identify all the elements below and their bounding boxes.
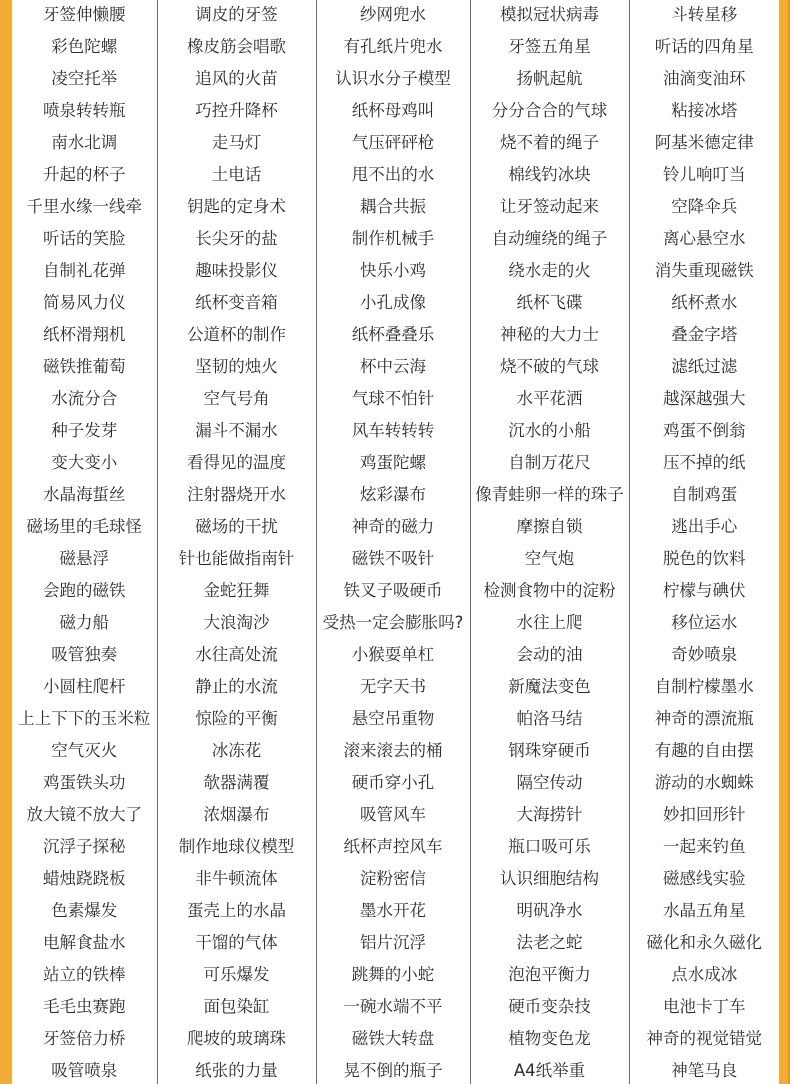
experiment-name-cell: 神奇的视觉错觉: [646, 1029, 762, 1048]
experiment-name-cell: 耦合共振: [316, 189, 470, 221]
experiment-name-cell: 牙签倍力桥: [12, 1021, 157, 1053]
experiment-name-cell: 面包染缸: [157, 989, 316, 1021]
experiment-name-cell: 放大镜不放大了: [12, 797, 157, 829]
experiment-name-cell: 追风的火苗: [157, 61, 316, 93]
table-row: [12, 669, 779, 701]
experiment-name-cell: 变大变小: [12, 445, 157, 477]
experiment-name-cell: 烧不破的气球: [470, 349, 629, 381]
experiment-name-cell: 坚韧的烛火: [157, 349, 316, 381]
experiment-name-cell: 墨水开花: [316, 893, 470, 925]
experiment-name-cell: 风车转转转: [316, 413, 470, 445]
experiment-name-cell: 惊险的平衡: [157, 701, 316, 733]
table-row: [12, 477, 779, 509]
experiment-name-cell: 钥匙的定身术: [157, 189, 316, 221]
experiment-name-cell: 神秘的大力士: [470, 317, 629, 349]
experiment-name-cell: 晃不倒的瓶子: [316, 1053, 470, 1084]
experiment-name-cell: 升起的杯子: [12, 157, 157, 189]
experiment-name-cell: 摩擦自锁: [470, 509, 629, 541]
experiment-name-cell: 一起来钓鱼: [663, 837, 746, 856]
experiment-name-cell: 喷泉转转瓶: [12, 93, 157, 125]
experiment-name-cell: 公道杯的制作: [157, 317, 316, 349]
experiment-name-cell: 长尖牙的盐: [157, 221, 316, 253]
experiment-name-cell: 针也能做指南针: [157, 541, 316, 573]
table-row: [12, 285, 779, 317]
experiment-name-cell: 隔空传动: [470, 765, 629, 797]
experiment-name-cell: 磁感线实验: [663, 869, 746, 888]
experiment-name-cell: 小孔成像: [316, 285, 470, 317]
table-row: [12, 1053, 779, 1084]
experiment-name-cell: 漏斗不漏水: [157, 413, 316, 445]
experiment-name-cell: 泡泡平衡力: [470, 957, 629, 989]
experiment-name-cell: 大海捞针: [470, 797, 629, 829]
table-row: [12, 221, 779, 253]
experiment-name-cell: 叠金字塔: [671, 325, 738, 344]
experiment-name-cell: 沉浮子探秘: [12, 829, 157, 861]
experiment-name-cell: 自制礼花弹: [12, 253, 157, 285]
experiment-name-cell: 棉线钓冰块: [470, 157, 629, 189]
experiment-name-cell: 让牙签动起来: [470, 189, 629, 221]
experiment-name-cell: 有趣的自由摆: [654, 741, 754, 760]
experiment-name-cell: 认识水分子模型: [316, 61, 470, 93]
table-row: [12, 797, 779, 829]
table-row: [12, 29, 779, 61]
table-row: [12, 573, 779, 605]
experiment-name-cell: 气球不怕针: [316, 381, 470, 413]
experiment-name-cell: 钢珠穿硬币: [470, 733, 629, 765]
experiment-name-cell: 绕水走的火: [470, 253, 629, 285]
table-row: [12, 989, 779, 1021]
experiment-name-cell: 牙签伸懒腰: [12, 0, 157, 29]
table-row: [12, 605, 779, 637]
experiment-name-cell: 淀粉密信: [316, 861, 470, 893]
table-row: [12, 957, 779, 989]
experiment-name-cell: 南水北调: [12, 125, 157, 157]
experiment-name-cell: 看得见的温度: [157, 445, 316, 477]
experiment-name-cell: 妙扣回形针: [663, 805, 746, 824]
experiment-name-cell: 移位运水: [671, 613, 738, 632]
table-row: [12, 93, 779, 125]
experiment-name-cell: 牙签五角星: [470, 29, 629, 61]
table-row: [12, 1021, 779, 1053]
experiment-name-cell: 巧控升降杯: [157, 93, 316, 125]
experiment-name-cell: 空降伞兵: [671, 197, 738, 216]
experiment-name-cell: 油滴变油环: [663, 69, 746, 88]
experiment-name-cell: 水流分合: [12, 381, 157, 413]
experiment-name-cell: 自制鸡蛋: [671, 485, 738, 504]
experiment-name-cell: 点水成冰: [671, 965, 738, 984]
experiment-name-cell: 快乐小鸡: [316, 253, 470, 285]
experiment-name-cell: 神奇的磁力: [316, 509, 470, 541]
experiment-name-cell: 磁场的干扰: [157, 509, 316, 541]
experiment-name-cell: 神笔马良: [671, 1061, 738, 1080]
experiment-name-cell: 奇妙喷泉: [671, 645, 738, 664]
table-row: [12, 637, 779, 669]
experiment-name-cell: 游动的水蜘蛛: [654, 773, 754, 792]
experiment-name-cell: 铃儿响叮当: [663, 165, 746, 184]
experiment-name-cell: 站立的铁棒: [12, 957, 157, 989]
experiment-name-cell: 蛋壳上的水晶: [157, 893, 316, 925]
experiment-name-cell: 自制万花尺: [470, 445, 629, 477]
table-row: [12, 253, 779, 285]
experiment-name-cell: 趣味投影仪: [157, 253, 316, 285]
experiment-name-cell: 电池卡丁车: [663, 997, 746, 1016]
experiment-name-cell: 扬帆起航: [470, 61, 629, 93]
experiment-name-cell: 制作地球仪模型: [157, 829, 316, 861]
experiment-name-cell: 新魔法变色: [470, 669, 629, 701]
experiment-name-cell: 滤纸过滤: [671, 357, 738, 376]
experiment-name-cell: 浓烟瀑布: [157, 797, 316, 829]
table-row: [12, 413, 779, 445]
experiment-name-cell: 帕洛马结: [470, 701, 629, 733]
experiment-name-cell: 水晶海蜇丝: [12, 477, 157, 509]
experiment-table: [12, 0, 779, 1084]
experiment-name-cell: 离心悬空水: [663, 229, 746, 248]
table-row: [12, 0, 779, 29]
experiment-name-cell: 硬币变杂技: [470, 989, 629, 1021]
experiment-name-cell: 毛毛虫赛跑: [12, 989, 157, 1021]
experiment-name-cell: 吸管风车: [316, 797, 470, 829]
experiment-name-cell: 滚来滚去的桶: [316, 733, 470, 765]
experiment-name-cell: 气压砰砰枪: [316, 125, 470, 157]
experiment-name-cell: 检测食物中的淀粉: [470, 573, 629, 605]
experiment-name-cell: 土电话: [157, 157, 316, 189]
experiment-name-cell: 脱色的饮料: [663, 549, 746, 568]
experiment-name-cell: 水往高处流: [157, 637, 316, 669]
table-row: [12, 125, 779, 157]
experiment-name-cell: 纸张的力量: [157, 1053, 316, 1084]
table-row: [12, 445, 779, 477]
experiment-name-cell: 法老之蛇: [470, 925, 629, 957]
experiment-name-cell: 会动的油: [470, 637, 629, 669]
experiment-name-cell: 小圆柱爬杆: [12, 669, 157, 701]
experiment-name-cell: 自制柠檬墨水: [654, 677, 754, 696]
experiment-name-cell: 悬空吊重物: [316, 701, 470, 733]
experiment-name-cell: 纸杯母鸡叫: [316, 93, 470, 125]
experiment-name-cell: 磁悬浮: [12, 541, 157, 573]
experiment-name-cell: 阿基米德定律: [654, 133, 754, 152]
table-row: [12, 925, 779, 957]
experiment-name-cell: 非牛顿流体: [157, 861, 316, 893]
experiment-name-cell: 会跑的磁铁: [12, 573, 157, 605]
table-row: [12, 157, 779, 189]
experiment-name-cell: 简易风力仪: [12, 285, 157, 317]
experiment-name-cell: 色素爆发: [12, 893, 157, 925]
experiment-name-cell: 凌空托举: [12, 61, 157, 93]
experiment-name-cell: 注射器烧开水: [157, 477, 316, 509]
experiment-name-cell: 干馏的气体: [157, 925, 316, 957]
experiment-name-cell: 逃出手心: [671, 517, 738, 536]
table-row: [12, 61, 779, 93]
experiment-name-cell: 硬币穿小孔: [316, 765, 470, 797]
table-row: [12, 349, 779, 381]
experiment-name-cell: 千里水缘一线牵: [12, 189, 157, 221]
experiment-name-cell: 橡皮筋会唱歌: [157, 29, 316, 61]
experiment-name-cell: 鸡蛋铁头功: [12, 765, 157, 797]
table-row: [12, 509, 779, 541]
experiment-name-cell: 纸杯声控风车: [316, 829, 470, 861]
experiment-name-cell: 吸管喷泉: [12, 1053, 157, 1084]
experiment-name-cell: 欹器满覆: [157, 765, 316, 797]
experiment-name-cell: 磁化和永久磁化: [646, 933, 762, 952]
table-row: [12, 381, 779, 413]
experiment-name-cell: 越深越强大: [663, 389, 746, 408]
table-row: [12, 541, 779, 573]
experiment-name-cell: 磁铁大转盘: [316, 1021, 470, 1053]
table-row: [12, 765, 779, 797]
experiment-name-cell: 磁铁推葡萄: [12, 349, 157, 381]
experiment-name-cell: 调皮的牙签: [157, 0, 316, 29]
experiment-name-cell: 磁场里的毛球怪: [12, 509, 157, 541]
experiment-name-cell: A4纸举重: [470, 1053, 629, 1084]
experiment-name-cell: 磁力船: [12, 605, 157, 637]
experiment-name-cell: 铝片沉浮: [316, 925, 470, 957]
table-row: [12, 733, 779, 765]
experiment-table-body: [12, 0, 779, 1084]
experiment-name-cell: 烧不着的绳子: [470, 125, 629, 157]
experiment-name-cell: 水晶五角星: [663, 901, 746, 920]
experiment-name-cell: 金蛇狂舞: [157, 573, 316, 605]
experiment-list-sheet: [12, 0, 779, 1084]
experiment-name-cell: 自动缠绕的绳子: [470, 221, 629, 253]
experiment-name-cell: 可乐爆发: [157, 957, 316, 989]
experiment-name-cell: 纱网兜水: [316, 0, 470, 29]
experiment-name-cell: 分分合合的气球: [470, 93, 629, 125]
experiment-name-cell: 纸杯煮水: [671, 293, 738, 312]
experiment-name-cell: 认识细胞结构: [470, 861, 629, 893]
experiment-name-cell: 彩色陀螺: [12, 29, 157, 61]
experiment-name-cell: 爬坡的玻璃珠: [157, 1021, 316, 1053]
experiment-name-cell: 纸杯变音箱: [157, 285, 316, 317]
experiment-name-cell: 消失重现磁铁: [654, 261, 754, 280]
table-row: [12, 701, 779, 733]
experiment-name-cell: 无字天书: [316, 669, 470, 701]
experiment-name-cell: 种子发芽: [12, 413, 157, 445]
experiment-name-cell: 压不掉的纸: [663, 453, 746, 472]
experiment-name-cell: 磁铁不吸针: [316, 541, 470, 573]
experiment-name-cell: 静止的水流: [157, 669, 316, 701]
experiment-name-cell: 像青蛙卵一样的珠子: [470, 477, 629, 509]
experiment-name-cell: 听话的四角星: [654, 37, 754, 56]
experiment-name-cell: 空气灭火: [12, 733, 157, 765]
experiment-name-cell: 听话的笑脸: [12, 221, 157, 253]
experiment-name-cell: 沉水的小船: [470, 413, 629, 445]
experiment-name-cell: 鸡蛋陀螺: [316, 445, 470, 477]
table-row: [12, 189, 779, 221]
experiment-name-cell: 电解食盐水: [12, 925, 157, 957]
experiment-name-cell: 模拟冠状病毒: [470, 0, 629, 29]
experiment-name-cell: 空气炮: [470, 541, 629, 573]
experiment-name-cell: 神奇的漂流瓶: [654, 709, 754, 728]
experiment-name-cell: 植物变色龙: [470, 1021, 629, 1053]
table-row: [12, 893, 779, 925]
experiment-name-cell: 粘接冰塔: [671, 101, 738, 120]
experiment-name-cell: 上上下下的玉米粒: [12, 701, 157, 733]
experiment-name-cell: 纸杯叠叠乐: [316, 317, 470, 349]
experiment-name-cell: 柠檬与碘伏: [663, 581, 746, 600]
experiment-name-cell: 鸡蛋不倒翁: [663, 421, 746, 440]
experiment-name-cell: 走马灯: [157, 125, 316, 157]
experiment-name-cell: 有孔纸片兜水: [316, 29, 470, 61]
experiment-name-cell: 甩不出的水: [316, 157, 470, 189]
experiment-name-cell: 炫彩瀑布: [316, 477, 470, 509]
table-row: [12, 317, 779, 349]
experiment-name-cell: 小猴耍单杠: [316, 637, 470, 669]
experiment-name-cell: 明矾净水: [470, 893, 629, 925]
experiment-name-cell: 纸杯滑翔机: [12, 317, 157, 349]
table-row: [12, 829, 779, 861]
experiment-name-cell: 大浪淘沙: [157, 605, 316, 637]
experiment-name-cell: 杯中云海: [316, 349, 470, 381]
experiment-name-cell: 水平花洒: [470, 381, 629, 413]
experiment-name-cell: 铁叉子吸硬币: [316, 573, 470, 605]
table-row: [12, 861, 779, 893]
experiment-name-cell: 瓶口吸可乐: [470, 829, 629, 861]
experiment-name-cell: 吸管独奏: [12, 637, 157, 669]
experiment-name-cell: 制作机械手: [316, 221, 470, 253]
experiment-name-cell: 纸杯飞碟: [470, 285, 629, 317]
experiment-name-cell: 冰冻花: [157, 733, 316, 765]
experiment-name-cell: 受热一定会膨胀吗?: [316, 605, 470, 637]
experiment-name-cell: 空气号角: [157, 381, 316, 413]
experiment-name-cell: 水往上爬: [470, 605, 629, 637]
experiment-name-cell: 一碗水端不平: [316, 989, 470, 1021]
experiment-name-cell: 蜡烛跷跷板: [12, 861, 157, 893]
experiment-name-cell: 跳舞的小蛇: [316, 957, 470, 989]
experiment-name-cell: 斗转星移: [671, 5, 738, 24]
